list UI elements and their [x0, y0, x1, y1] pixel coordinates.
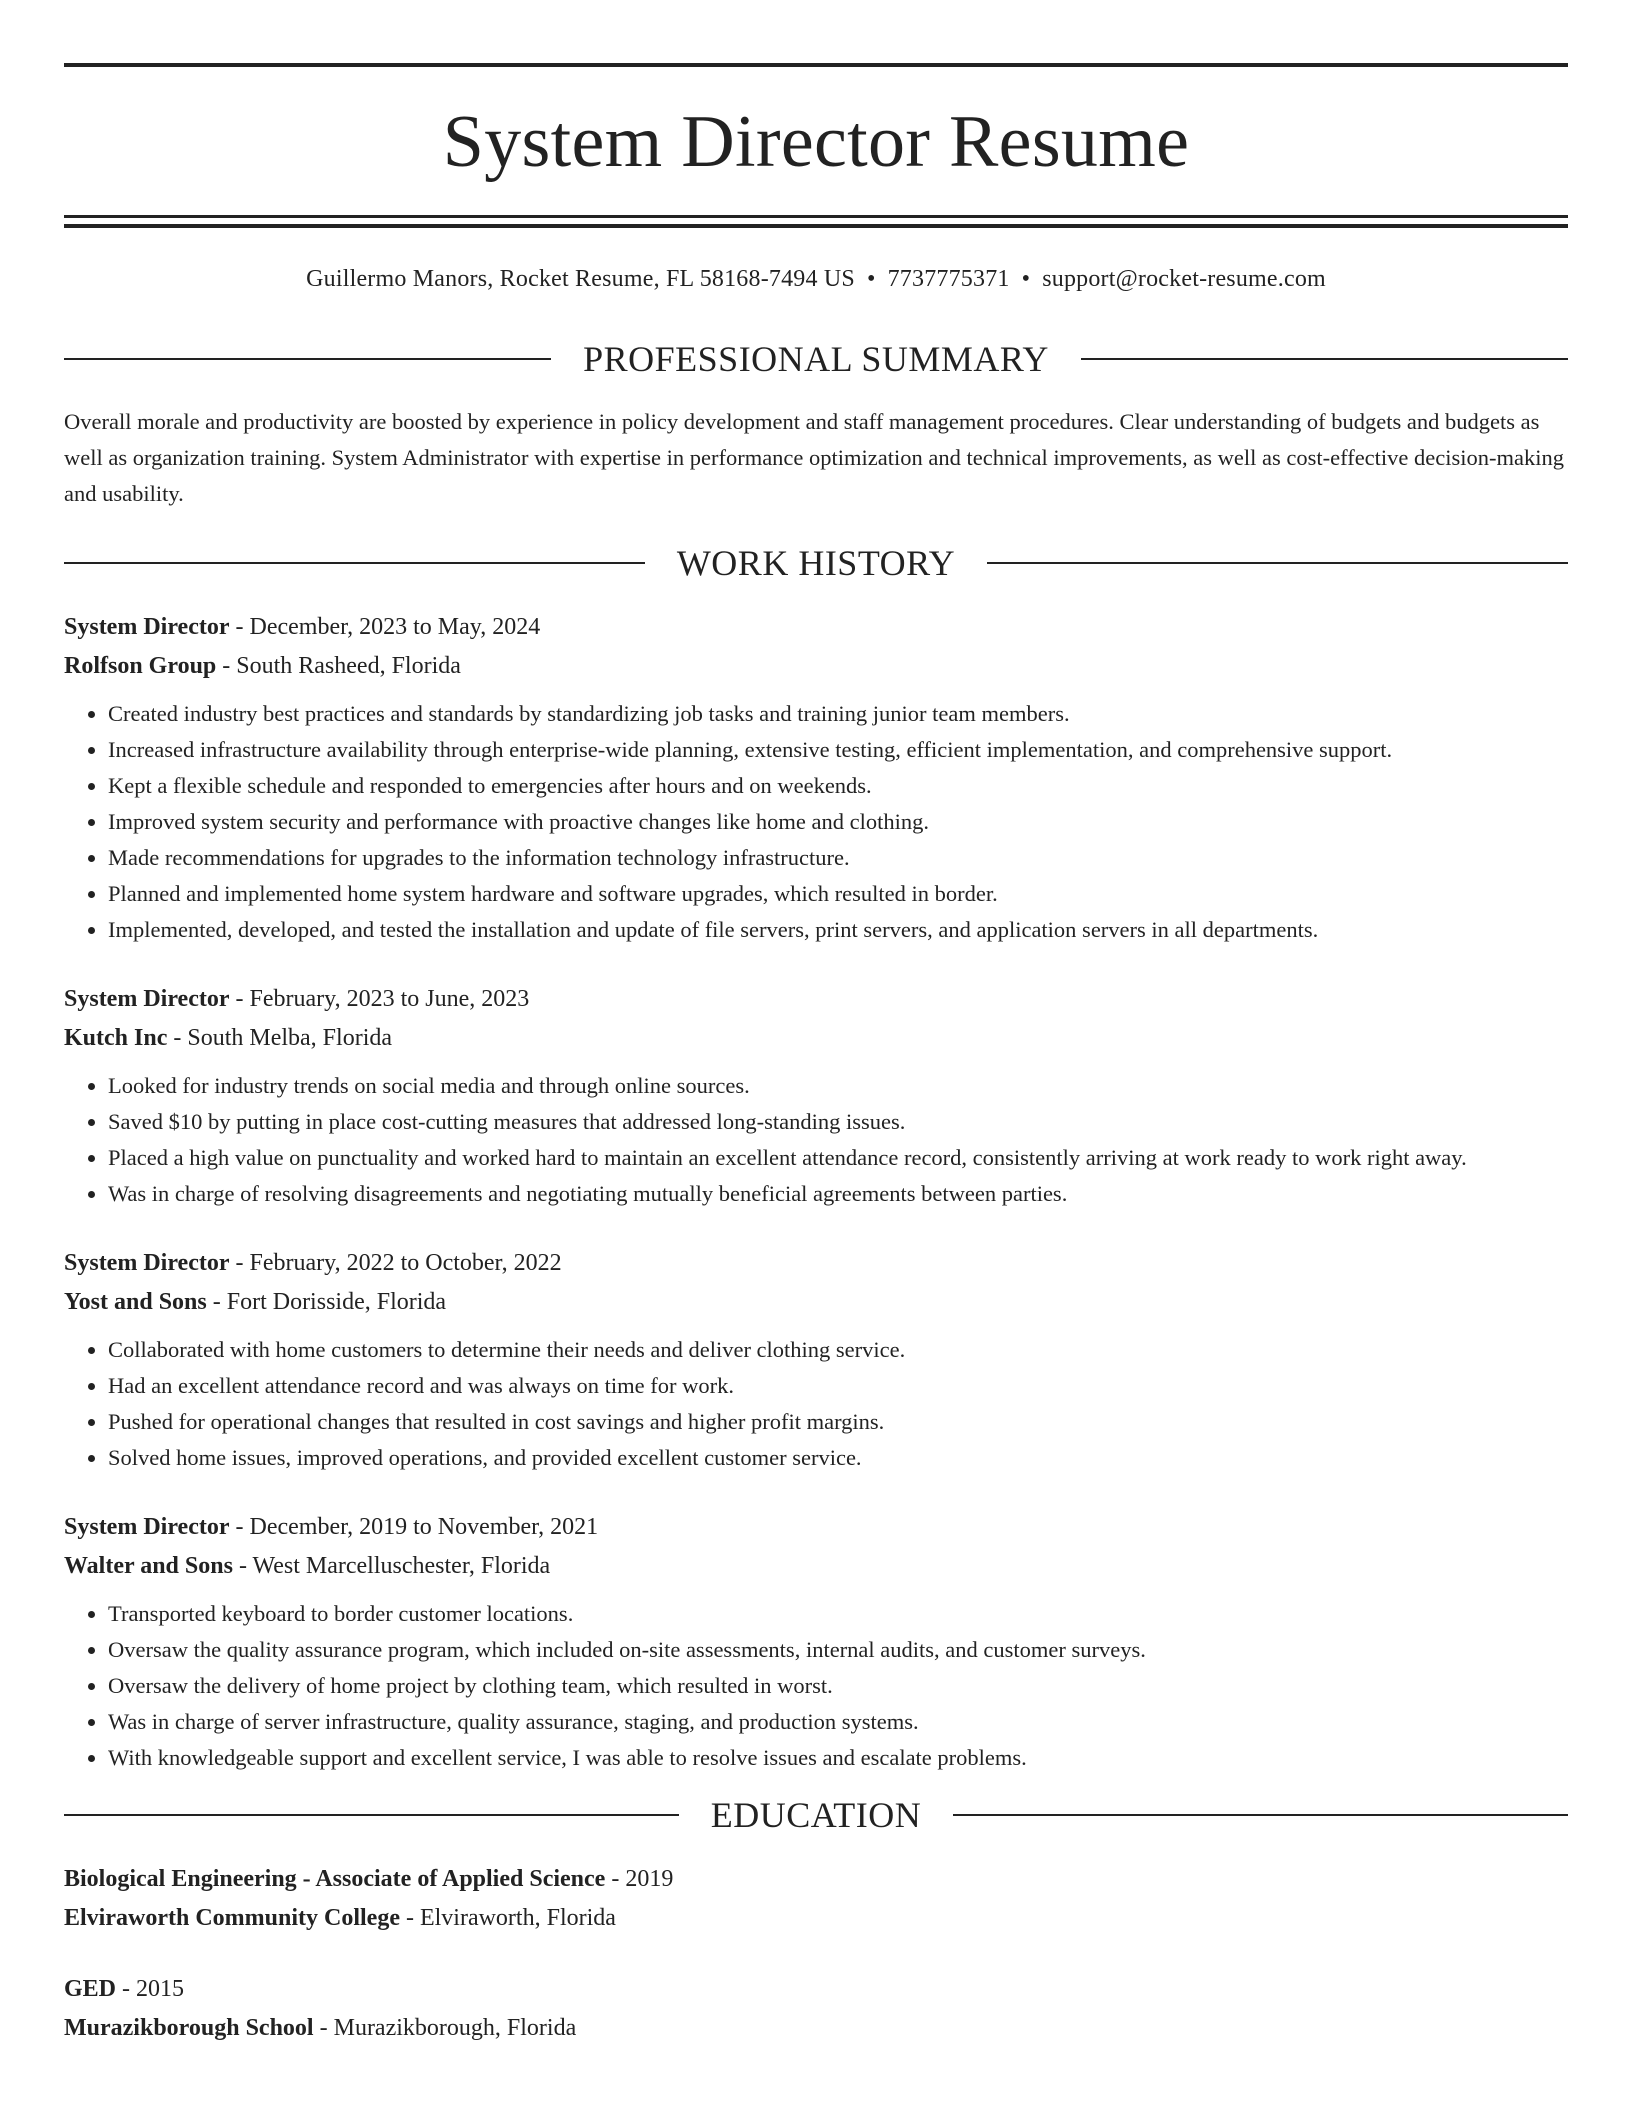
contact-separator: •: [1021, 266, 1031, 292]
education-degree-line: [64, 1860, 1568, 1899]
job-entry: [64, 608, 1568, 948]
job-location: - Fort Dorisside, Florida: [206, 1289, 447, 1315]
contact-email: support@rocket-resume.com: [1042, 266, 1326, 292]
job-title: System Director: [64, 1514, 230, 1540]
education-school-line: [64, 1899, 1568, 1938]
job-dates: - December, 2019 to November, 2021: [229, 1514, 599, 1540]
bullet-item: • Made recommendations for upgrades to the information technology infrastructure.: [108, 840, 1568, 876]
job-company: Walter and Sons: [64, 1553, 233, 1579]
heading-rule: [987, 562, 1568, 564]
job-location: - South Rasheed, Florida: [216, 653, 461, 679]
contact-separator: •: [866, 266, 876, 292]
education-location: - Murazikborough, Florida: [313, 2015, 577, 2041]
bullet-item: • Improved system security and performance with proactive changes like home and clothing.: [108, 804, 1568, 840]
job-dates: - December, 2023 to May, 2024: [229, 614, 541, 640]
bullet-item: • Was in charge of server infrastructure, quality assurance, staging, and production systems.: [108, 1704, 1568, 1740]
job-title: System Director: [64, 614, 230, 640]
bullet-item: • Increased infrastructure availability through enterprise-wide planning, extensive testing, efficient implementation, and comprehensive support.: [108, 732, 1568, 768]
job-title-line: [64, 980, 1568, 1019]
job-location: - West Marcelluschester, Florida: [232, 1553, 551, 1579]
bullet-item: • Created industry best practices and standards by standardizing job tasks and training junior team members.: [108, 696, 1568, 732]
job-company-line: [64, 1547, 1568, 1586]
education-degree-line: [64, 1970, 1568, 2009]
education-degree: Biological Engineering - Associate of Applied Science: [64, 1866, 606, 1892]
page-title: System Director Resume: [442, 101, 1190, 183]
bullet-item: • Looked for industry trends on social media and through online sources.: [108, 1068, 1568, 1104]
education-year: - 2019: [605, 1866, 674, 1892]
bullet-item: • Planned and implemented home system hardware and software upgrades, which resulted in border.: [108, 876, 1568, 912]
education-degree: GED: [64, 1976, 117, 2002]
bullet-item: • Oversaw the delivery of home project by clothing team, which resulted in worst.: [108, 1668, 1568, 1704]
bullet-item: • Was in charge of resolving disagreements and negotiating mutually beneficial agreements between parties.: [108, 1176, 1568, 1212]
job-entry: [64, 1508, 1568, 1776]
bullet-item: • Had an excellent attendance record and was always on time for work.: [108, 1368, 1568, 1404]
education-school: Elviraworth Community College: [64, 1905, 400, 1931]
section-heading-summary: [64, 338, 1568, 380]
heading-rule: [64, 1814, 679, 1816]
contact-line: [64, 266, 1568, 293]
heading-rule: [64, 562, 645, 564]
top-rule: [64, 63, 1568, 67]
job-title: System Director: [64, 1250, 230, 1276]
job-bullets: [64, 1596, 1568, 1776]
heading-rule: [953, 1814, 1568, 1816]
job-company: Kutch Inc: [64, 1025, 168, 1051]
job-title-line: [64, 1244, 1568, 1283]
job-location: - South Melba, Florida: [167, 1025, 393, 1051]
bullet-item: • Transported keyboard to border customer locations.: [108, 1596, 1568, 1632]
bullet-item: • Pushed for operational changes that resulted in cost savings and higher profit margins.: [108, 1404, 1568, 1440]
job-dates: - February, 2023 to June, 2023: [229, 986, 530, 1012]
job-title: System Director: [64, 986, 230, 1012]
job-bullets: [64, 1332, 1568, 1476]
education-school: Murazikborough School: [64, 2015, 314, 2041]
bullet-item: • Placed a high value on punctuality and worked hard to maintain an excellent attendance record, consistently arriving at work ready to work right away.: [108, 1140, 1568, 1176]
bullet-item: • Kept a flexible schedule and responded to emergencies after hours and on weekends.: [108, 768, 1568, 804]
education-location: - Elviraworth, Florida: [399, 1905, 616, 1931]
education-school-line: [64, 2009, 1568, 2048]
education-entry: [64, 1860, 1568, 1938]
contact-address: Guillermo Manors, Rocket Resume, FL 58168-7494 US: [306, 266, 855, 292]
bullet-item: • Saved $10 by putting in place cost-cutting measures that addressed long-standing issues.: [108, 1104, 1568, 1140]
job-company: Rolfson Group: [64, 653, 217, 679]
job-company-line: [64, 1019, 1568, 1058]
job-company-line: [64, 1283, 1568, 1322]
job-bullets: [64, 1068, 1568, 1212]
job-bullets: [64, 696, 1568, 948]
job-entry: [64, 980, 1568, 1212]
bullet-item: • With knowledgeable support and excellent service, I was able to resolve issues and escalate problems.: [108, 1740, 1568, 1776]
job-company: Yost and Sons: [64, 1289, 207, 1315]
section-heading-work: [64, 542, 1568, 584]
bullet-item: • Collaborated with home customers to determine their needs and deliver clothing service.: [108, 1332, 1568, 1368]
job-entry: [64, 1244, 1568, 1476]
section-title: PROFESSIONAL SUMMARY: [583, 339, 1049, 379]
section-heading-education: [64, 1794, 1568, 1836]
section-title: EDUCATION: [710, 1795, 922, 1835]
heading-rule: [1081, 358, 1568, 360]
job-title-line: [64, 608, 1568, 647]
education-year: - 2015: [116, 1976, 185, 2002]
professional-summary: Overall morale and productivity are boosted by experience in policy development and staff management procedures. Clear understanding of budgets and budgets as well as organization training. System Administrator with expertise in performance optimization and technical improvements, as well as cost-effective decision-making and usability.: [64, 409, 1564, 506]
job-dates: - February, 2022 to October, 2022: [229, 1250, 562, 1276]
contact-phone: 7737775371: [887, 266, 1010, 292]
section-title: WORK HISTORY: [676, 543, 956, 583]
title-double-rule: [64, 215, 1568, 228]
education-entry: [64, 1970, 1568, 2048]
bullet-item: • Implemented, developed, and tested the installation and update of file servers, print servers, and application servers in all departments.: [108, 912, 1568, 948]
job-title-line: [64, 1508, 1568, 1547]
bullet-item: • Oversaw the quality assurance program, which included on-site assessments, internal audits, and customer surveys.: [108, 1632, 1568, 1668]
heading-rule: [64, 358, 551, 360]
job-company-line: [64, 647, 1568, 686]
bullet-item: • Solved home issues, improved operations, and provided excellent customer service.: [108, 1440, 1568, 1476]
